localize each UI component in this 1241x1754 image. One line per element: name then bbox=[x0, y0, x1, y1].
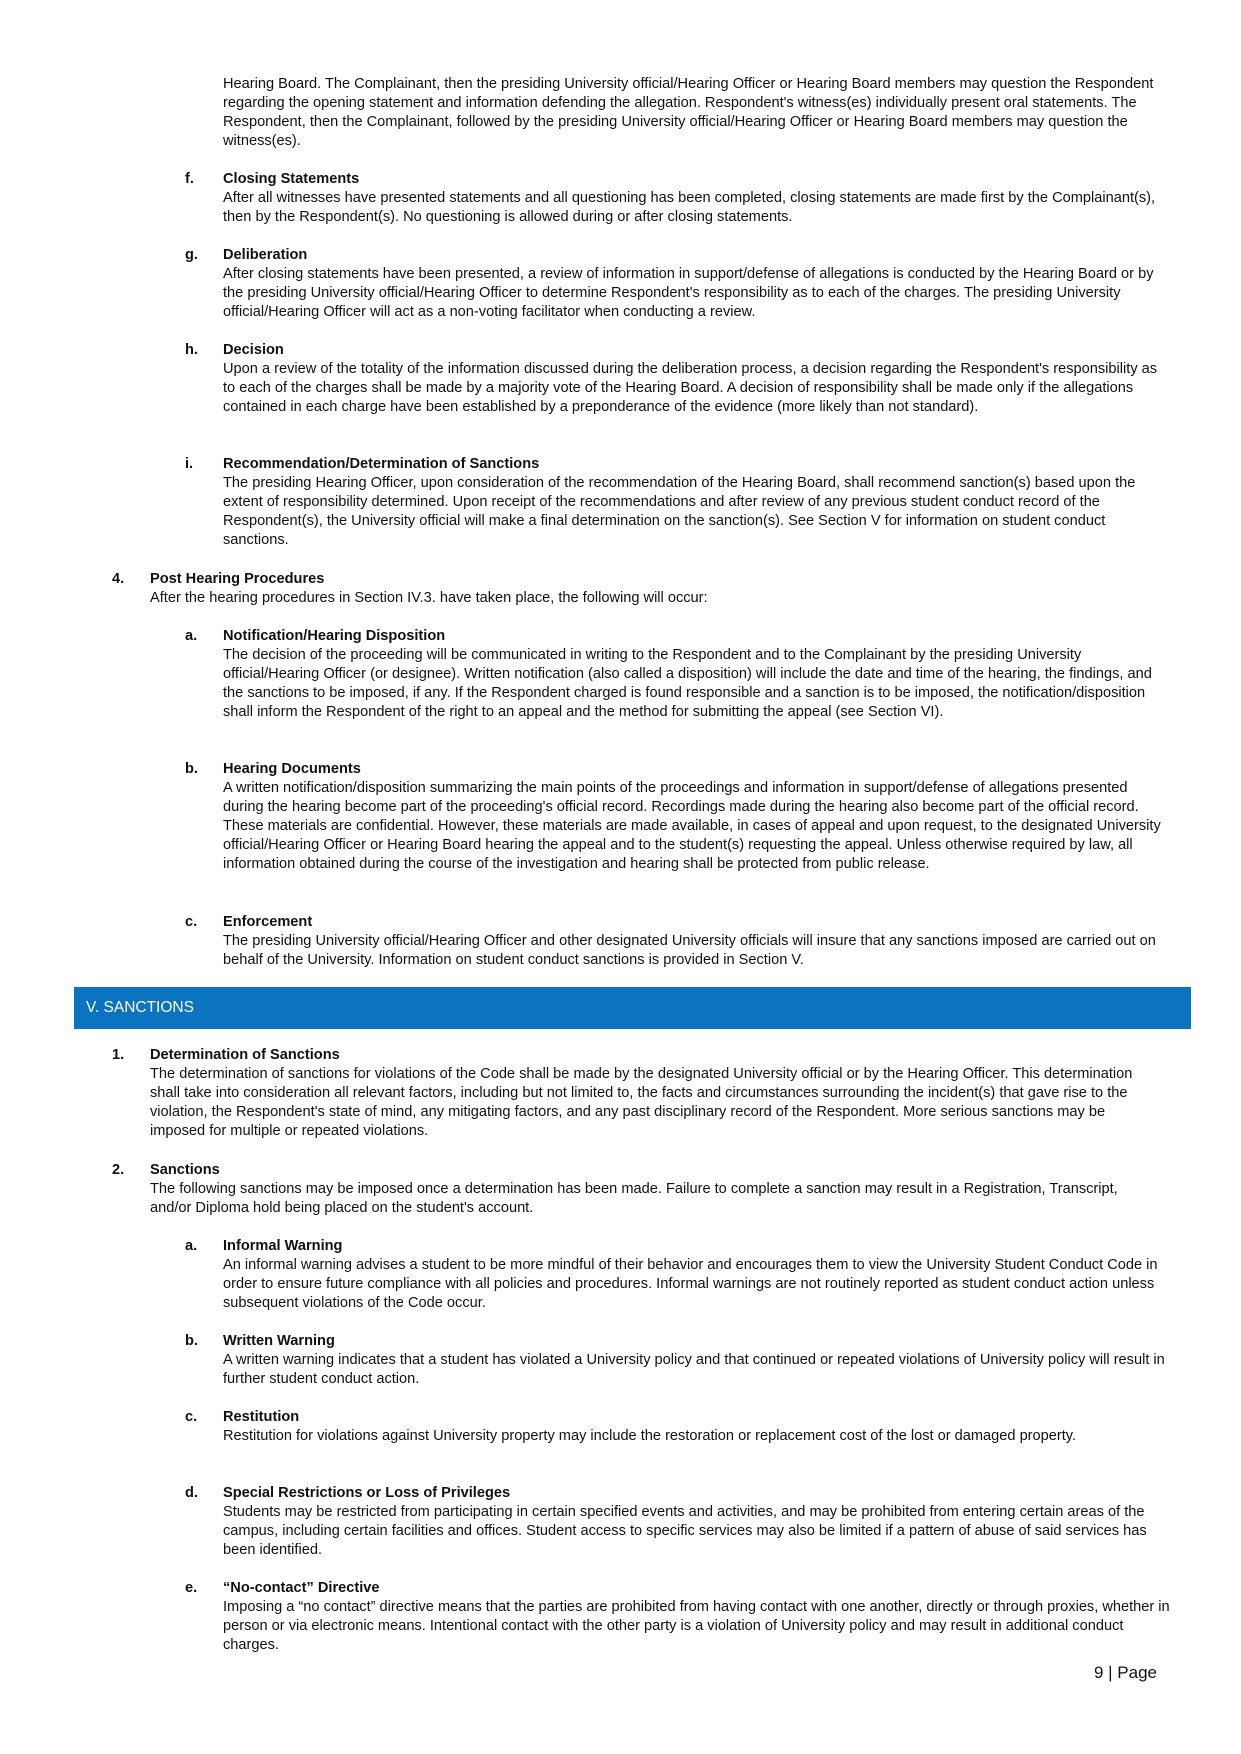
item-letter: c. bbox=[185, 914, 198, 930]
section-title: Post Hearing Procedures bbox=[150, 571, 325, 587]
post-item-notification bbox=[185, 627, 1170, 722]
item-title: Decision bbox=[223, 342, 284, 358]
hearing-item-closing-statements bbox=[185, 170, 1170, 227]
sanction-item-restitution bbox=[185, 1408, 1170, 1446]
item-body: The presiding University official/Hearing Officer and other designated University officials will insure that any sanctions imposed are carried out on behalf of the University. Information on student conduct sanctions is provided in Section V. bbox=[223, 933, 1156, 968]
item-letter: e. bbox=[185, 1580, 198, 1596]
item-body: Restitution for violations against University property may include the restoration or replacement cost of the lost or damaged property. bbox=[223, 1428, 1077, 1444]
section-body: The following sanctions may be imposed once a determination has been made. Failure to complete a sanction may result in a Registration, Transcript, and/or Diploma hold being placed on the student's account. bbox=[150, 1181, 1118, 1216]
section-number: 4. bbox=[112, 571, 125, 587]
item-body: Students may be restricted from participating in certain specified events and activities, and may be prohibited from entering certain areas of the campus, including certain facilities and offices. Student access to specific services may also be limited if a pattern of abuse of said services has been identified. bbox=[223, 1504, 1147, 1558]
section-body: The determination of sanctions for violations of the Code shall be made by the designated University official or by the Hearing Officer. This determination shall take into consideration all relevant factors, including but not limited to, the facts and circumstances surrounding the incident(s) that gave rise to the violation, the Respondent's state of mind, any mitigating factors, and any past disciplinary record of the Respondent. More serious sanctions may be imposed for multiple or repeated violations. bbox=[150, 1066, 1133, 1139]
item-title: Notification/Hearing Disposition bbox=[223, 628, 446, 644]
sanction-item-written-warning bbox=[185, 1332, 1170, 1389]
item-letter: b. bbox=[185, 1333, 198, 1349]
item-letter: b. bbox=[185, 761, 198, 777]
item-title: Special Restrictions or Loss of Privileges bbox=[223, 1485, 511, 1501]
item-title: Closing Statements bbox=[223, 171, 360, 187]
item-body: The presiding Hearing Officer, upon consideration of the recommendation of the Hearing Board, shall recommend sanction(s) based upon the extent of responsibility determined. Upon receipt of the recommendations and after review of any previous student conduct record of the Respondent(s), the University official will make a final determination on the sanction(s). See Section V for information on student conduct sanctions. bbox=[223, 475, 1136, 548]
item-letter: d. bbox=[185, 1485, 198, 1501]
item-body: After all witnesses have presented statements and all questioning has been completed, closing statements are made first by the Complainant(s), then by the Respondent(s). No questioning is allowed during or after closing statements. bbox=[223, 190, 1156, 225]
section-number: 2. bbox=[112, 1162, 125, 1178]
item-body: A written notification/disposition summarizing the main points of the proceedings and information in support/defense of allegations presented during the hearing become part of the proceeding's official record. Recordings made during the hearing also become part of the official record. These materials are confidential. However, these materials are made available, in cases of appeal and upon request, to the designated University official/Hearing Officer or Hearing Board hearing the appeal and to the student(s) requesting the appeal. Unless otherwise required by law, all information obtained during the course of the investigation and hearing shall be protected from public release. bbox=[223, 780, 1161, 872]
item-body: An informal warning advises a student to be more mindful of their behavior and encourages them to view the University Student Conduct Code in order to ensure future compliance with all policies and procedures. Informal warnings are not routinely reported as student conduct action unless subsequent violations of the Code occur. bbox=[223, 1257, 1158, 1311]
item-body: A written warning indicates that a student has violated a University policy and that continued or repeated violations of University policy will result in further student conduct action. bbox=[223, 1352, 1165, 1387]
intro-paragraph: Hearing Board. The Complainant, then the presiding University official/Hearing Officer or Hearing Board members may question the Respondent regarding the opening statement and information defending the allegation. Respondent's witness(es) individually present oral statements. The Respondent, then the Complainant, followed by the presiding University official/Hearing Officer or Hearing Board members may question the witness(es). bbox=[223, 76, 1154, 149]
item-letter: a. bbox=[185, 1238, 198, 1254]
section-body: After the hearing procedures in Section IV.3. have taken place, the following will occur: bbox=[150, 590, 708, 606]
sanctions-section bbox=[112, 1161, 1162, 1218]
banner-label: V. SANCTIONS bbox=[86, 999, 194, 1016]
hearing-item-recommendation bbox=[185, 455, 1170, 550]
sanction-item-no-contact bbox=[185, 1579, 1170, 1655]
item-body: After closing statements have been presented, a review of information in support/defense of allegations is conducted by the Hearing Board or by the presiding University official/Hearing Officer to determine Respondent's responsibility as to each of the charges. The presiding University official/Hearing Officer will act as a non-voting facilitator when conducting a review. bbox=[223, 266, 1154, 320]
section-banner-sanctions bbox=[74, 987, 1191, 1029]
item-title: Hearing Documents bbox=[223, 761, 361, 777]
item-letter: i. bbox=[185, 456, 194, 472]
section-title: Sanctions bbox=[150, 1162, 220, 1178]
item-title: Deliberation bbox=[223, 247, 308, 263]
item-title: Enforcement bbox=[223, 914, 313, 930]
item-title: Written Warning bbox=[223, 1333, 335, 1349]
item-letter: c. bbox=[185, 1409, 198, 1425]
sanction-item-informal-warning bbox=[185, 1237, 1170, 1313]
hearing-item-deliberation bbox=[185, 246, 1170, 322]
item-title: “No-contact” Directive bbox=[223, 1580, 380, 1596]
item-title: Restitution bbox=[223, 1409, 300, 1425]
post-item-hearing-documents bbox=[185, 760, 1170, 874]
section-number: 1. bbox=[112, 1047, 125, 1063]
section-title: Determination of Sanctions bbox=[150, 1047, 340, 1063]
item-letter: f. bbox=[185, 171, 194, 187]
post-hearing-section bbox=[112, 570, 1162, 608]
item-letter: a. bbox=[185, 628, 198, 644]
item-body: The decision of the proceeding will be communicated in writing to the Respondent and to the Complainant by the presiding University official/Hearing Officer (or designee). Written notification (also called a disposition) will include the date and time of the hearing, the findings, and the sanctions to be imposed, if any. If the Respondent charged is found responsible and a sanction is to be imposed, the notification/disposition shall inform the Respondent of the right to an appeal and the method for submitting the appeal (see Section VI). bbox=[223, 647, 1152, 720]
item-title: Informal Warning bbox=[223, 1238, 343, 1254]
post-item-enforcement bbox=[185, 913, 1170, 970]
item-letter: g. bbox=[185, 247, 198, 263]
item-title: Recommendation/Determination of Sanctions bbox=[223, 456, 540, 472]
item-body: Imposing a “no contact” directive means that the parties are prohibited from having contact with one another, directly or through proxies, whether in person or via electronic means. Intentional contact with the other party is a violation of University policy and may result in additional conduct charges. bbox=[223, 1599, 1170, 1653]
determination-section bbox=[112, 1046, 1162, 1141]
sanction-item-special-restrictions bbox=[185, 1484, 1170, 1560]
page-number: 9 | Page bbox=[1093, 1663, 1157, 1682]
item-letter: h. bbox=[185, 342, 198, 358]
item-body: Upon a review of the totality of the information discussed during the deliberation process, a decision regarding the Respondent's responsibility as to each of the charges shall be made by a majority vote of the Hearing Board. A decision of responsibility shall be made only if the allegations contained in each charge have been established by a preponderance of the evidence (more likely than not standard). bbox=[223, 361, 1158, 415]
hearing-item-decision bbox=[185, 341, 1170, 417]
